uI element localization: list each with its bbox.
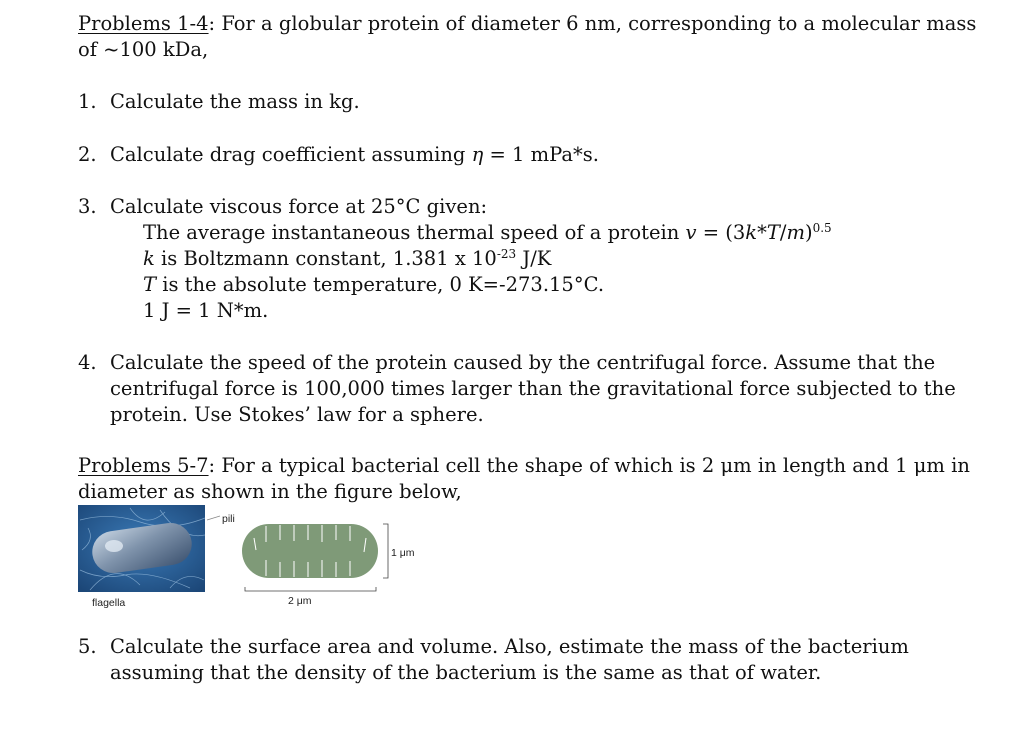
problems-1-4-intro: Problems 1-4: For a globular protein of diameter 6 nm, corresponding to a molecular mass (78, 12, 977, 35)
label-pili: pili (222, 513, 235, 525)
bacterium-micrograph (78, 505, 205, 592)
length-bracket (245, 587, 376, 591)
label-flagella: flagella (92, 597, 126, 609)
q3-given-speed: The average instantaneous thermal speed of a protein $v = (3k*T/m)^{0.5}$ (143, 221, 832, 244)
q3-given-temperature: T is the absolute temperature, 0 K=-273.15°C. (143, 273, 605, 296)
label-length: 2 μm (288, 595, 312, 607)
question-4-line3: protein. Use Stokes’ law for a sphere. (110, 403, 484, 426)
pili-pointer (207, 516, 220, 520)
q3-given-boltzmann: k is Boltzmann constant, 1.381 x $10^{-23}$ J/K (143, 247, 552, 270)
problems-1-4-intro-line2: of ~100 kDa, (78, 38, 209, 61)
problems-5-7-heading: Problems 5-7 (78, 454, 209, 477)
problems-1-4-heading: Problems 1-4 (78, 12, 209, 35)
label-diameter: 1 μm (391, 547, 415, 559)
eta-symbol: η (471, 143, 484, 166)
question-5-line2: assuming that the density of the bacterium is the same as that of water. (110, 661, 822, 684)
bacterium-schematic (242, 524, 378, 578)
question-4-line2: centrifugal force is 100,000 times larger than the gravitational force subjected to the (110, 377, 956, 400)
diameter-bracket (383, 524, 388, 578)
problems-5-7-intro-line2: diameter as shown in the figure below, (78, 480, 462, 503)
problems-5-7-intro: Problems 5-7: For a typical bacterial cell the shape of which is 2 μm in length and 1 μm in (78, 454, 970, 477)
q3-given-joule: 1 J = 1 N*m. (143, 299, 269, 322)
document-page: Problems 1-4: For a globular protein of diameter 6 nm, corresponding to a molecular mass of ~100 kDa, 1. Calculate the mass in kg. 2. Calculate drag coefficient assuming η = 1 mPa*s. 3. Calculate viscous force at 25°C given: The average instantaneous thermal speed of a protein $v = (3k*T/m)^{0.5}$ k is Boltzmann constant, 1.381 x $10^{-23}$ J/K T is the absolute temperature, 0 K=-273.15°C. 1 J = 1 N*m. 4. Calculate the speed of the protein caused by the centrifugal force. Assume that the centrifugal force is 100,000 times larger than the gravitational force subjected to the protein. Use Stokes’ law for a sphere. Problems 5-7: For a typical bacterial cell the shape of which is 2 μm in length and 1 μm in diameter as shown in the figure below, pili 1 μm 2 μm flagella 5. Calculate the surface area and volume. Also, estimate the mass of the bacterium assuming that the density of the bacterium is the same as that of water. (0, 0, 1024, 737)
